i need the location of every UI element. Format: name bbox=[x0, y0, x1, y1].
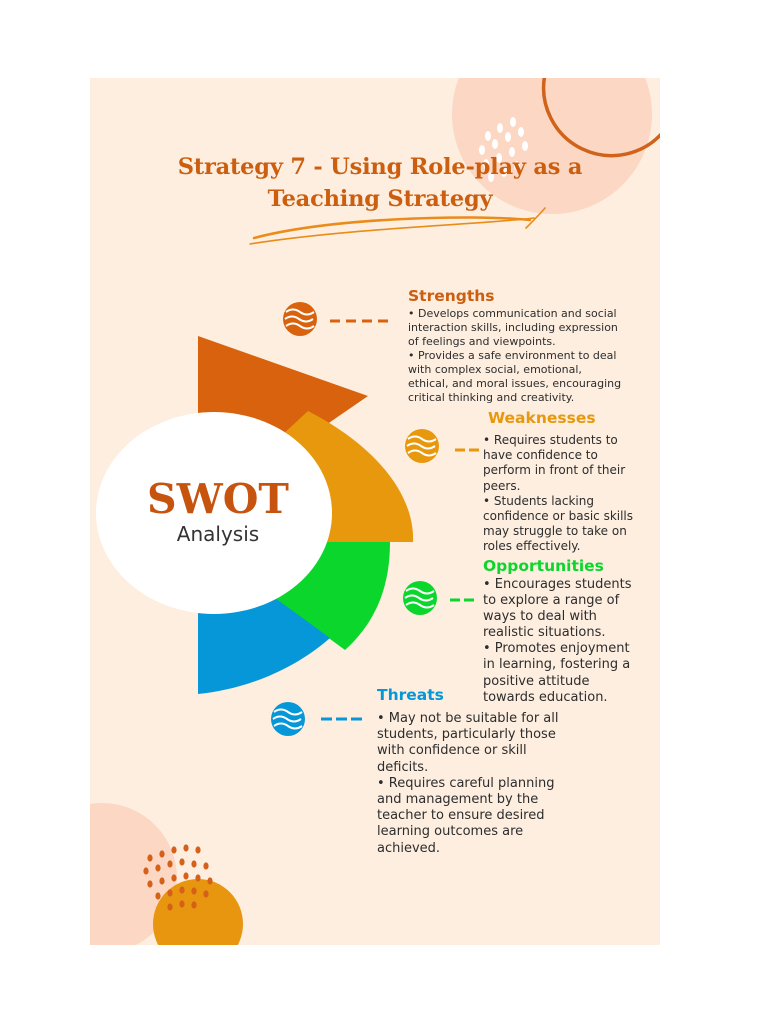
threats-line: with confidence or skill bbox=[377, 743, 527, 759]
strengths-line: with complex social, emotional, bbox=[408, 363, 582, 376]
swot-label: SWOT bbox=[147, 475, 289, 523]
weaknesses-line: • Requires students to bbox=[483, 433, 618, 447]
opportunities-line: • Encourages students bbox=[483, 577, 632, 592]
opportunities-line: ways to deal with bbox=[483, 609, 597, 625]
opportunities-line: towards education. bbox=[483, 689, 608, 705]
weaknesses-line: perform in front of their bbox=[483, 463, 626, 478]
opportunities-line: in learning, fostering a bbox=[483, 657, 631, 673]
strengths-line: • Develops communication and social bbox=[408, 307, 617, 320]
strengths-wave-icon bbox=[283, 302, 317, 336]
strengths-heading: Strengths bbox=[408, 287, 495, 305]
weaknesses-line: have confidence to bbox=[483, 448, 598, 463]
threats-text bbox=[377, 711, 559, 857]
weaknesses-heading: Weaknesses bbox=[488, 409, 596, 427]
opportunities-heading: Opportunities bbox=[483, 557, 604, 575]
infographic-poster bbox=[90, 78, 660, 945]
strengths-line: interaction skills, including expression bbox=[408, 321, 618, 334]
threats-line: deficits. bbox=[377, 759, 429, 775]
threats-line: • May not be suitable for all bbox=[377, 711, 559, 726]
analysis-label: Analysis bbox=[176, 522, 260, 546]
weaknesses-text bbox=[483, 433, 633, 555]
weaknesses-line: confidence or basic skills bbox=[483, 509, 634, 524]
opportunities-line: • Promotes enjoyment bbox=[483, 641, 630, 657]
strengths-text bbox=[408, 307, 621, 405]
opportunities-line: positive attitude bbox=[483, 673, 590, 689]
threats-line: students, particularly those bbox=[377, 727, 556, 743]
strengths-line: • Provides a safe environment to deal bbox=[408, 349, 617, 362]
weaknesses-line: • Students lacking bbox=[483, 493, 594, 508]
opportunities-line: to explore a range of bbox=[483, 593, 620, 609]
page-title-line-2: Teaching Strategy bbox=[267, 186, 493, 212]
threats-wave-icon bbox=[271, 702, 305, 736]
weaknesses-line: roles effectively. bbox=[483, 539, 581, 554]
page-title-line-1: Strategy 7 - Using Role-play as a bbox=[177, 154, 583, 180]
threats-line: learning outcomes are bbox=[377, 824, 524, 840]
threats-heading: Threats bbox=[377, 686, 444, 704]
threats-line: • Requires careful planning bbox=[377, 775, 555, 791]
threats-line: teacher to ensure desired bbox=[377, 808, 545, 824]
strengths-line: ethical, and moral issues, encouraging bbox=[408, 377, 622, 390]
opportunities-line: realistic situations. bbox=[483, 625, 606, 641]
opportunities-wave-icon bbox=[403, 581, 437, 615]
weaknesses-line: may struggle to take on bbox=[483, 524, 627, 539]
weaknesses-line: peers. bbox=[483, 478, 521, 493]
threats-line: achieved. bbox=[377, 840, 441, 856]
strengths-line: critical thinking and creativity. bbox=[408, 391, 575, 404]
strengths-line: of feelings and viewpoints. bbox=[408, 335, 556, 348]
threats-line: and management by the bbox=[377, 792, 539, 808]
decor-swoosh-1 bbox=[254, 217, 530, 238]
weaknesses-wave-icon bbox=[405, 429, 439, 463]
opportunities-text bbox=[483, 577, 632, 706]
